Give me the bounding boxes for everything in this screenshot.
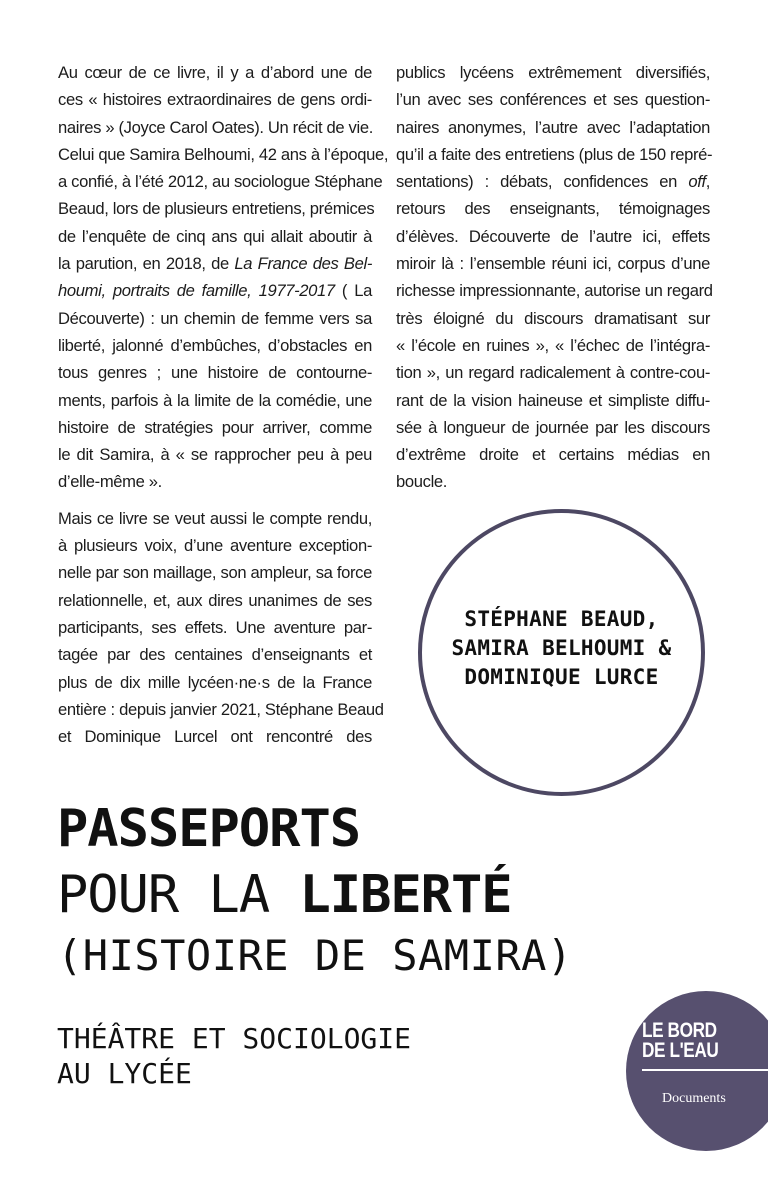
text-line: « l’école en ruines », « l’échec de l’intégra- bbox=[396, 335, 710, 355]
text-line: Mais ce livre se veut aussi le compte rendu, bbox=[58, 508, 372, 528]
text-line: tion », un regard radicalement à contre-cou- bbox=[396, 363, 710, 383]
blurb-paragraph-2 bbox=[58, 505, 384, 751]
text-line: et Dominique Lurcel ont rencontré des bbox=[58, 727, 372, 747]
blurb-left-column bbox=[58, 59, 389, 750]
text-line: l’un avec ses conférences et ses question- bbox=[396, 90, 710, 110]
text-line: tagée par des centaines d’enseignants et bbox=[58, 645, 372, 665]
publisher-name bbox=[642, 1021, 718, 1061]
publisher-logo bbox=[626, 991, 768, 1151]
text-line: liberté, jalonné d’embûches, d’obstacles en bbox=[58, 335, 372, 355]
publisher-divider bbox=[642, 1069, 768, 1071]
text-line: naires anonymes, l’autre avec l’adaptation bbox=[396, 117, 710, 137]
text-fragment: ( La bbox=[334, 281, 372, 301]
text-line: richesse impressionnante, autorise un regard bbox=[396, 281, 713, 301]
text-line: de l’enquête de cinq ans qui allait aboutir à bbox=[58, 226, 372, 246]
text-line: Beaud, lors de plusieurs entretiens, prémices bbox=[58, 199, 375, 219]
text-line: d’élèves. Découverte de l’autre ici, effets bbox=[396, 226, 710, 246]
subtitle-line-2: AU LYCÉE bbox=[57, 1057, 192, 1090]
text-line: histoire de stratégies pour arriver, comme bbox=[58, 417, 372, 437]
text-line: entière : depuis janvier 2021, Stéphane Beaud bbox=[58, 699, 384, 719]
book-title-italic: La France des Bel- bbox=[234, 254, 372, 274]
text-line: retours des enseignants, témoignages bbox=[396, 199, 710, 219]
text-line: relationnelle, et, aux dires unanimes de ses bbox=[58, 590, 372, 610]
text-line: nelle par son maillage, son ampleur, sa force bbox=[58, 563, 372, 583]
text-line: participants, ses effets. Une aventure par- bbox=[58, 617, 372, 637]
author-name: DOMINIQUE LURCE bbox=[464, 665, 659, 689]
text-line bbox=[58, 250, 372, 277]
text-fragment: , bbox=[705, 172, 710, 192]
text-line: publics lycéens extrêmement diversifiés, bbox=[396, 63, 710, 82]
subtitle-line-1: THÉÂTRE ET SOCIOLOGIE bbox=[57, 1022, 412, 1055]
authors-circle bbox=[418, 509, 705, 796]
book-subtitle bbox=[57, 1021, 411, 1091]
publisher-name-line-2: DE L'EAU bbox=[642, 1039, 719, 1062]
text-line: Celui que Samira Belhoumi, 42 ans à l’époque, bbox=[58, 144, 389, 164]
text-line bbox=[396, 168, 710, 195]
text-line: le dit Samira, à « se rapprocher peu à peu bbox=[58, 445, 372, 465]
text-fragment: sentations) : débats, confidences en bbox=[396, 172, 689, 192]
text-line: plus de dix mille lycéen·ne·s de la France bbox=[58, 672, 372, 692]
author-name: SAMIRA BELHOUMI & bbox=[451, 636, 672, 660]
text-line: Découverte) : un chemin de femme vers sa bbox=[58, 308, 372, 328]
text-line: ments, parfois à la limite de la comédie, une bbox=[58, 390, 372, 410]
blurb-paragraph-1 bbox=[58, 59, 389, 496]
text-line: a confié, à l’été 2012, au sociologue Stéphane bbox=[58, 172, 383, 192]
text-line: d’elle-même ». bbox=[58, 472, 162, 492]
text-line: naires » (Joyce Carol Oates). Un récit de vie. bbox=[58, 117, 373, 137]
book-title-italic: houmi, portraits de famille, 1977-2017 bbox=[58, 281, 335, 301]
author-name: STÉPHANE BEAUD, bbox=[464, 607, 659, 631]
blurb-paragraph-continued bbox=[396, 59, 713, 496]
text-line: boucle. bbox=[396, 472, 448, 492]
text-line: qu’il a faite des entretiens (plus de 150 repré- bbox=[396, 144, 713, 164]
text-line: miroir là : l’ensemble réuni ici, corpus d’une bbox=[396, 254, 710, 274]
title-fragment: POUR LA bbox=[57, 865, 300, 925]
blurb-right-column bbox=[396, 59, 713, 496]
text-fragment: la parution, en 2018, de bbox=[58, 254, 235, 274]
title-line-2 bbox=[57, 862, 573, 928]
text-line: Au cœur de ce livre, il y a d’abord une de bbox=[58, 63, 372, 82]
book-title bbox=[57, 796, 573, 982]
text-line: ces « histoires extraordinaires de gens ordi- bbox=[58, 90, 372, 110]
authors-list bbox=[451, 605, 671, 692]
text-line bbox=[58, 277, 372, 304]
publisher-name-line-1: LE BORD bbox=[642, 1019, 717, 1042]
title-line-1: PASSEPORTS bbox=[57, 799, 361, 859]
text-line: sée à longueur de journée par les discours bbox=[396, 417, 710, 437]
text-line: tous genres ; une histoire de contourne- bbox=[58, 363, 372, 383]
text-line: d’extrême droite et certains médias en bbox=[396, 445, 710, 465]
publisher-collection: Documents bbox=[662, 1091, 726, 1106]
text-line: rant de la vision haineuse et simpliste diffu- bbox=[396, 390, 710, 410]
title-line-3: (HISTOIRE DE SAMIRA) bbox=[57, 931, 573, 980]
title-fragment-bold: LIBERTÉ bbox=[299, 865, 512, 925]
text-line: à plusieurs voix, d’une aventure exception- bbox=[58, 536, 372, 556]
text-line: très éloigné du discours dramatisant sur bbox=[396, 308, 710, 328]
italic-word: off bbox=[688, 172, 706, 192]
